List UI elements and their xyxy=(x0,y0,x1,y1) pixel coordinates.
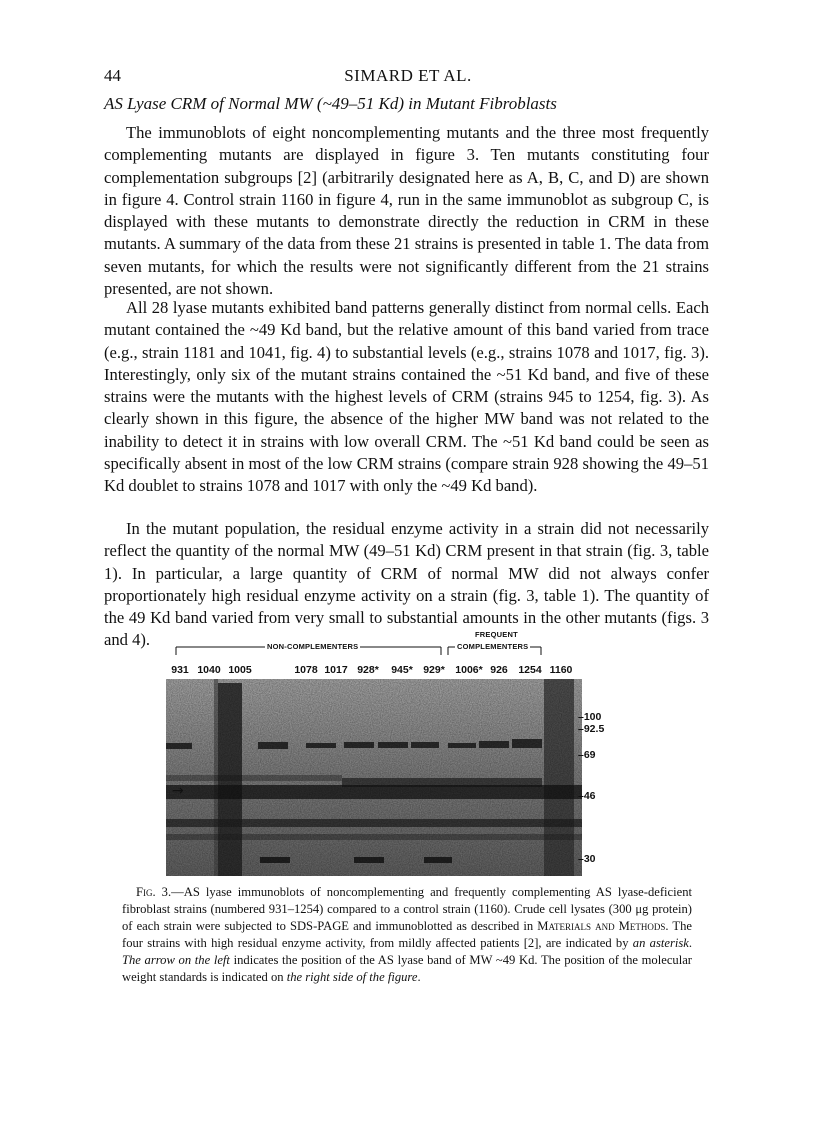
paragraph-3: In the mutant population, the residual enzyme activity in a strain did not necessarily reflect the quantity of the normal MW (49–51 Kd) CRM present in that strain (fig. 3, table 1). In particular, a large quantity of CRM of normal MW did not always confer proportionately high residual enzyme activity on a strain (fig. 3, table 1). The quantity of the 49 Kd band varied from very small to substantial amounts in the other mutants (figs. 3 and 4). xyxy=(104,519,709,650)
group-label-complementers: COMPLEMENTERS xyxy=(457,642,529,651)
lane-label: 1040 xyxy=(197,664,221,676)
figure-label: Fig. 3. xyxy=(136,885,172,899)
mw-marker: –30 xyxy=(578,853,596,865)
lane-label: 1017 xyxy=(324,664,348,676)
lane-label: 929* xyxy=(423,664,445,676)
lane-label: 945* xyxy=(391,664,413,676)
paragraph-1: The immunoblots of eight noncomplementing mutants and the three most frequently complementing mutants are displayed in figure 3. Ten mutants constituting four complementation subgroups [2] (arbitrarily designated here as A, B, C, and D) are shown in figure 4. Control strain 1160 in figure 4, run in the same immunoblot as subgroup C, is displayed with these mutants to demonstrate directly the reduction in CRM in these mutants. A summary of the data from these 21 strains is presented in table 1. The data from seven mutants, for which the results were not significantly different from the 21 strains presented, are not shown. xyxy=(104,123,709,299)
lane-label: 1006* xyxy=(455,664,483,676)
section-title: AS Lyase CRM of Normal MW (~49–51 Kd) in Mutant Fibroblasts xyxy=(104,94,557,113)
arrow-left-indicator: → xyxy=(172,783,184,799)
figure-caption: Fig. 3.—AS lyase immunoblots of noncomplementing and frequently complementing AS lyase-deficient fibroblast strains (numbered 931–1254) compared to a control strain (1160). Crude cell lysates (300 μg protein) of each strain were subjected to SDS-PAGE and immunoblotted as described in Materials and Methods. The four strains with high residual enzyme activity, from mildly affected patients [2], are indicated by an asterisk. The arrow on the left indicates the position of the AS lyase band of MW ~49 Kd. The position of the molecular weight standards is indicated on the right side of the figure. xyxy=(122,885,692,984)
lane-label: 928* xyxy=(357,664,379,676)
mw-marker: –92.5 xyxy=(578,723,605,735)
mw-marker: –69 xyxy=(578,749,596,761)
lane-label: 1005 xyxy=(228,664,252,676)
paragraph-2: All 28 lyase mutants exhibited band patterns generally distinct from normal cells. Each mutant contained the ~49 Kd band, but the relative amount of this band varied from trace (e.g., strain 1181 and 1041, fig. 4) to substantial levels (e.g., strains 1078 and 1017, fig. 3). Interestingly, only six of the mutant strains contained the ~51 Kd band, and five of these strains were the mutants with the highest levels of CRM (strains 945 to 1254, fig. 3). As clearly shown in this figure, the absence of the higher MW band was not related to the inability to detect it in strains with low overall CRM. The ~51 Kd band could be seen as specifically absent in most of the low CRM strains (compare strain 928 showing the 49–51 Kd doublet to strains 1078 and 1017 with only the ~49 Kd band). xyxy=(104,298,709,496)
group-label-frequent: FREQUENT xyxy=(475,630,518,639)
immunoblot-image xyxy=(166,679,582,876)
mw-marker: –46 xyxy=(578,790,596,802)
lane-label: 931 xyxy=(171,664,189,676)
lane-label: 926 xyxy=(490,664,508,676)
page-number: 44 xyxy=(104,66,121,85)
lane-label: 1254 xyxy=(518,664,542,676)
running-head: SIMARD ET AL. xyxy=(344,66,472,85)
lane-label: 1160 xyxy=(549,664,573,676)
mw-marker: –100 xyxy=(578,711,602,723)
lane-label: 1078 xyxy=(294,664,318,676)
group-label-noncomplementers: NON-COMPLEMENTERS xyxy=(267,642,359,651)
